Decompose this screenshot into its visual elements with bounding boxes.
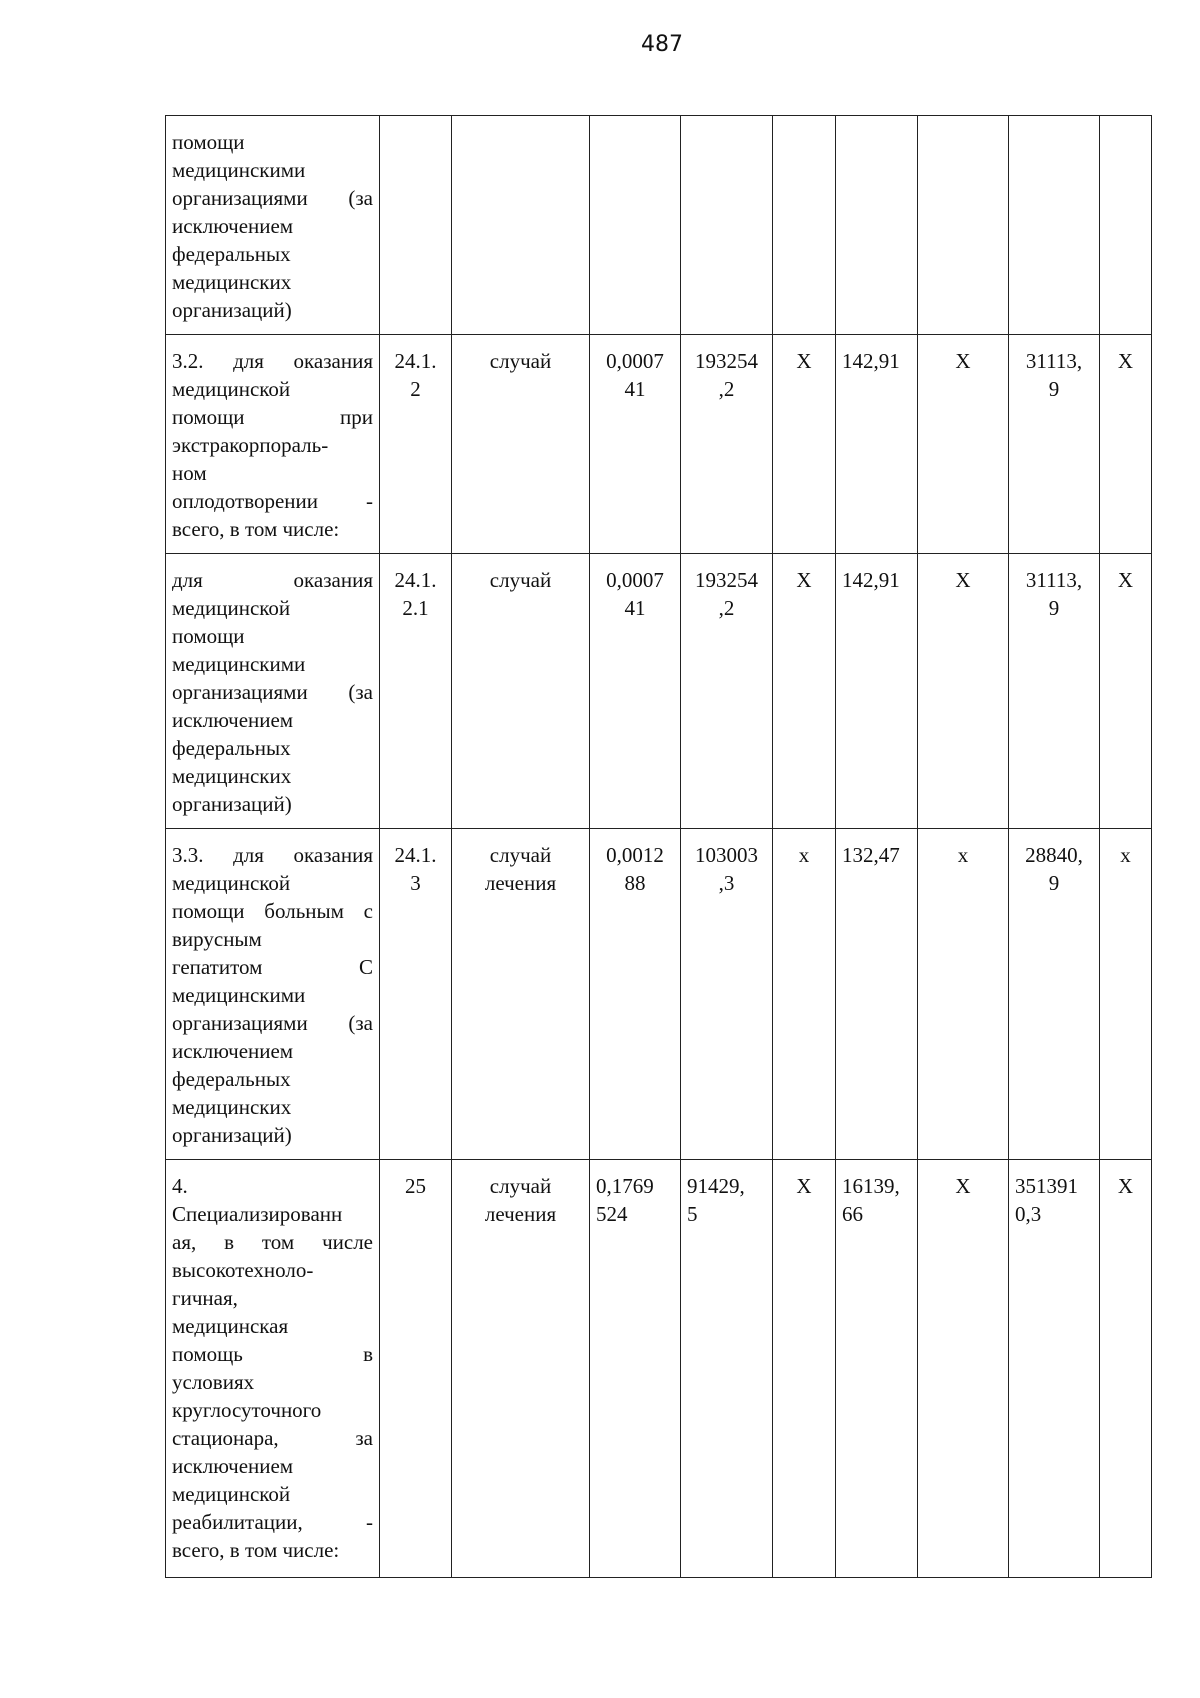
- description-line: федеральных: [172, 1067, 291, 1091]
- description-line: помощи: [172, 624, 245, 648]
- cell-unit: [452, 116, 590, 335]
- cell-line: 41: [624, 596, 646, 620]
- description-line: всего, в том числе:: [172, 517, 340, 541]
- description-line: гепатитом С: [172, 955, 373, 979]
- table-row: [166, 335, 1152, 554]
- cell-line: 193254: [695, 568, 758, 592]
- description-line: организаций): [172, 1123, 292, 1147]
- description-line: гичная,: [172, 1286, 238, 1310]
- cell-col7: [836, 1160, 918, 1578]
- cell-line: лечения: [484, 871, 557, 895]
- cell-col9: [1009, 554, 1100, 829]
- cell-line: 193254: [695, 349, 758, 373]
- description-line: ном: [172, 461, 207, 485]
- cell-col9: [1009, 335, 1100, 554]
- cell-line: случай: [489, 843, 552, 867]
- cell-line: 0,0007: [606, 568, 664, 592]
- description-line: медицинских: [172, 1095, 292, 1119]
- description-line: федеральных: [172, 242, 291, 266]
- cell-line: 2: [410, 377, 421, 401]
- description-line: организациями (за: [172, 680, 373, 704]
- cell-line: 142,91: [842, 349, 900, 373]
- cell-line: 9: [1048, 871, 1060, 895]
- cell-col10: [1100, 116, 1152, 335]
- description-line: экстракорпораль-: [172, 433, 329, 457]
- cell-col7: [836, 554, 918, 829]
- description-line: медицинских: [172, 764, 292, 788]
- description-line: исключением: [172, 708, 294, 732]
- description-line: реабилитации, -: [172, 1510, 373, 1534]
- cell-description: [166, 335, 380, 554]
- cell-col10: [1100, 1160, 1152, 1578]
- cell-line: X: [1117, 1174, 1134, 1198]
- description-line: помощи больным с: [172, 899, 373, 923]
- description-line: помощи: [172, 130, 245, 154]
- cell-line: лечения: [484, 1202, 557, 1226]
- cell-line: ,2: [718, 596, 735, 620]
- cell-norm: [590, 554, 681, 829]
- cell-norm: [590, 829, 681, 1160]
- cell-line: 0,1769: [596, 1174, 654, 1198]
- cell-line: 0,0012: [606, 843, 664, 867]
- description-line: стационара, за: [172, 1426, 373, 1450]
- description-line: медицинских: [172, 270, 292, 294]
- cell-code: [380, 1160, 452, 1578]
- table-row: [166, 829, 1152, 1160]
- cell-line: x: [798, 843, 810, 867]
- cell-line: 31113,: [1025, 568, 1083, 592]
- cell-line: 0,0007: [606, 349, 664, 373]
- cell-line: 41: [624, 377, 646, 401]
- description-line: медицинской: [172, 377, 291, 401]
- page-number: 487: [641, 32, 683, 57]
- cell-line: X: [955, 349, 971, 373]
- description-line: исключением: [172, 1454, 294, 1478]
- description-line: организаций): [172, 298, 292, 322]
- cell-col6: [773, 335, 836, 554]
- description-line: 3.3. для оказания: [172, 843, 373, 867]
- cell-line: 142,91: [842, 568, 900, 592]
- description-line: Специализированн: [172, 1202, 343, 1226]
- description-line: помощь в: [172, 1342, 373, 1366]
- cell-line: 5: [687, 1202, 698, 1226]
- cell-line: x: [1120, 843, 1131, 867]
- cell-unit: [452, 829, 590, 1160]
- description-line: высокотехноло-: [172, 1258, 314, 1282]
- cell-col10: [1100, 335, 1152, 554]
- cell-line: 351391: [1015, 1174, 1078, 1198]
- cell-norm: [590, 116, 681, 335]
- description-line: медицинская: [172, 1314, 289, 1338]
- cell-line: случай: [489, 1174, 552, 1198]
- cell-col7: [836, 829, 918, 1160]
- description-line: организациями (за: [172, 1011, 373, 1035]
- table-row: [166, 554, 1152, 829]
- cell-unit: [452, 1160, 590, 1578]
- cell-col6: [773, 829, 836, 1160]
- data-table: [165, 115, 1152, 1578]
- cell-cost: [681, 1160, 773, 1578]
- cell-line: ,2: [718, 377, 735, 401]
- description-line: организаций): [172, 792, 292, 816]
- description-line: медицинской: [172, 1482, 291, 1506]
- description-line: исключением: [172, 1039, 294, 1063]
- cell-description: [166, 116, 380, 335]
- description-line: федеральных: [172, 736, 291, 760]
- cell-col7: [836, 116, 918, 335]
- cell-norm: [590, 335, 681, 554]
- cell-line: 9: [1048, 377, 1060, 401]
- cell-code: [380, 116, 452, 335]
- description-line: оплодотворении -: [172, 489, 373, 513]
- cell-line: x: [957, 843, 969, 867]
- description-line: 3.2. для оказания: [172, 349, 373, 373]
- cell-description: [166, 829, 380, 1160]
- cell-norm: [590, 1160, 681, 1578]
- cell-line: случай: [489, 349, 552, 373]
- cell-col9: [1009, 829, 1100, 1160]
- cell-col10: [1100, 829, 1152, 1160]
- cell-description: [166, 1160, 380, 1578]
- cell-line: 88: [624, 871, 646, 895]
- cell-col8: [918, 554, 1009, 829]
- cell-code: [380, 554, 452, 829]
- cell-line: 132,47: [842, 843, 900, 867]
- cell-col10: [1100, 554, 1152, 829]
- cell-col8: [918, 335, 1009, 554]
- description-line: организациями (за: [172, 186, 373, 210]
- cell-line: 16139,: [842, 1174, 900, 1198]
- cell-col8: [918, 116, 1009, 335]
- description-line: 4.: [172, 1174, 188, 1198]
- cell-line: 25: [405, 1174, 426, 1198]
- cell-line: X: [796, 568, 812, 592]
- cell-cost: [681, 554, 773, 829]
- cell-col6: [773, 116, 836, 335]
- cell-col8: [918, 1160, 1009, 1578]
- cell-line: 9: [1048, 596, 1060, 620]
- description-line: медицинской: [172, 596, 291, 620]
- description-line: условиях: [172, 1370, 255, 1394]
- cell-line: X: [955, 1174, 971, 1198]
- cell-line: 3: [410, 871, 421, 895]
- description-line: медицинскими: [172, 983, 306, 1007]
- cell-line: 24.1.: [394, 349, 437, 373]
- cell-col9: [1009, 1160, 1100, 1578]
- cell-code: [380, 829, 452, 1160]
- description-line: вирусным: [172, 927, 262, 951]
- cell-unit: [452, 335, 590, 554]
- table-body: [166, 116, 1152, 1578]
- cell-line: X: [955, 568, 971, 592]
- table-row: [166, 116, 1152, 335]
- cell-col8: [918, 829, 1009, 1160]
- description-line: медицинскими: [172, 652, 306, 676]
- cell-line: 0,3: [1015, 1202, 1042, 1226]
- cell-cost: [681, 829, 773, 1160]
- cell-line: 28840,: [1025, 843, 1083, 867]
- description-line: исключением: [172, 214, 294, 238]
- cell-line: X: [1117, 349, 1134, 373]
- cell-cost: [681, 335, 773, 554]
- table-row: [166, 1160, 1152, 1578]
- cell-description: [166, 554, 380, 829]
- cell-line: 24.1.: [394, 568, 437, 592]
- cell-col9: [1009, 116, 1100, 335]
- description-line: медицинской: [172, 871, 291, 895]
- cell-col6: [773, 1160, 836, 1578]
- description-line: всего, в том числе:: [172, 1538, 340, 1562]
- cell-col7: [836, 335, 918, 554]
- cell-line: 66: [842, 1202, 863, 1226]
- description-line: ая, в том числе: [172, 1230, 373, 1254]
- cell-line: X: [796, 1174, 812, 1198]
- cell-unit: [452, 554, 590, 829]
- description-line: помощи при: [172, 405, 373, 429]
- cell-col6: [773, 554, 836, 829]
- cell-line: 91429,: [687, 1174, 745, 1198]
- cell-line: 31113,: [1025, 349, 1083, 373]
- cell-line: 524: [596, 1202, 628, 1226]
- cell-line: случай: [489, 568, 552, 592]
- cell-cost: [681, 116, 773, 335]
- cell-line: 24.1.: [394, 843, 437, 867]
- cell-line: 103003: [695, 843, 758, 867]
- cell-line: X: [796, 349, 812, 373]
- description-line: для оказания: [172, 568, 373, 592]
- cell-line: X: [1117, 568, 1134, 592]
- description-line: медицинскими: [172, 158, 306, 182]
- description-line: круглосуточного: [172, 1398, 322, 1422]
- cell-code: [380, 335, 452, 554]
- cell-line: 2.1: [402, 596, 429, 620]
- cell-line: ,3: [718, 871, 735, 895]
